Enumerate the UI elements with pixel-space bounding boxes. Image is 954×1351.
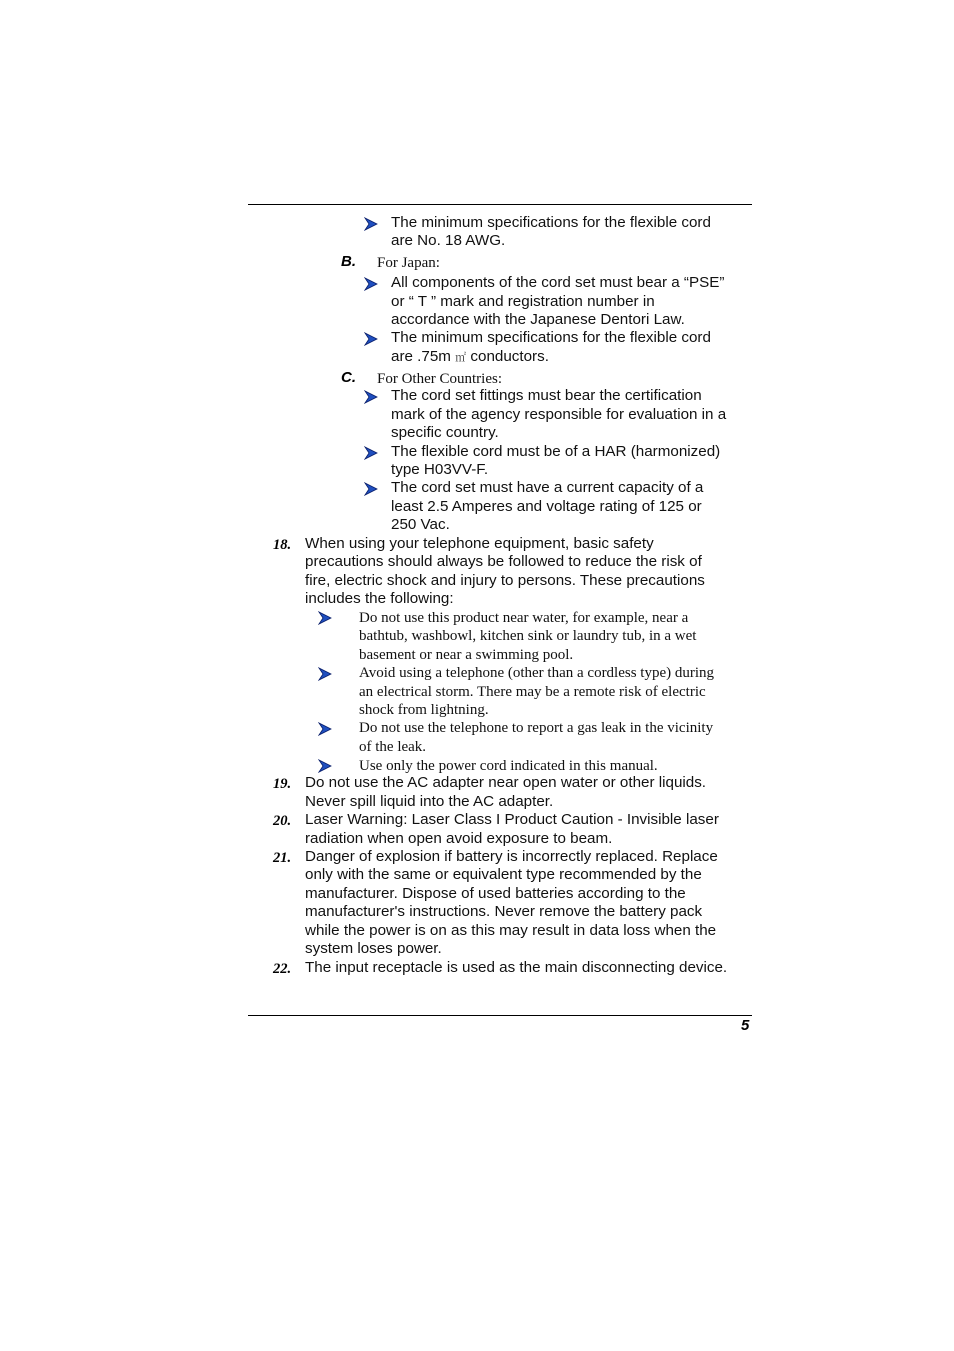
item-text: fire, electric shock and injury to persons. These precautions	[305, 572, 705, 589]
safety-bullet-text: basement or near a swimming pool.	[359, 647, 574, 663]
safety-bullet-text: shock from lightning.	[359, 702, 489, 718]
item-number: 19.	[273, 776, 292, 792]
bullet-text: The minimum specifications for the flexible cord	[391, 214, 711, 231]
bullet-text-part: conductors.	[470, 348, 549, 365]
item-text: manufacturer's instructions. Never remove the battery pack	[305, 903, 703, 920]
safety-bullet-text: bathtub, washbowl, kitchen sink or laundry tub, in a wet	[359, 628, 697, 644]
subsection-letter: B.	[341, 253, 356, 270]
item-text: only with the same or equivalent type recommended by the	[305, 866, 702, 883]
bullet-text: are No. 18 AWG.	[391, 232, 506, 249]
safety-bullet-text: of the leak.	[359, 739, 427, 755]
item-text: Do not use the AC adapter near open water or other liquids.	[305, 774, 707, 791]
square-meter-symbol: ㎡	[455, 351, 467, 364]
bullet-text-line	[391, 348, 549, 367]
item-text: while the power is on as this may result in data loss when the	[305, 922, 717, 939]
safety-bullet-text: an electrical storm. There may be a remote risk of electric	[359, 684, 706, 700]
bullet-text: The cord set must have a current capacity of a	[391, 479, 704, 496]
subsection-title: For Other Countries:	[377, 371, 502, 387]
item-text: When using your telephone equipment, basic safety	[305, 535, 654, 552]
footer-rule	[248, 1015, 752, 1016]
arrow-bullet-icon	[364, 217, 378, 231]
item-number: 20.	[273, 813, 292, 829]
arrow-bullet-icon	[318, 722, 332, 736]
arrow-bullet-icon	[364, 390, 378, 404]
arrow-bullet-icon	[364, 482, 378, 496]
item-text: system loses power.	[305, 940, 442, 957]
bullet-text: All components of the cord set must bear a “PSE”	[391, 274, 725, 291]
bullet-text: specific country.	[391, 424, 499, 441]
bullet-text: least 2.5 Amperes and voltage rating of 125 or	[391, 498, 702, 515]
bullet-text-part: are .75m	[391, 348, 451, 365]
arrow-bullet-icon	[318, 667, 332, 681]
arrow-bullet-icon	[364, 332, 378, 346]
bullet-text: accordance with the Japanese Dentori Law.	[391, 311, 685, 328]
item-text: radiation when open avoid exposure to beam.	[305, 830, 613, 847]
bullet-text: The cord set fittings must bear the certification	[391, 387, 702, 404]
header-rule	[248, 204, 752, 205]
bullet-text: mark of the agency responsible for evaluation in a	[391, 406, 727, 423]
arrow-bullet-icon	[318, 759, 332, 773]
item-number: 22.	[273, 961, 292, 977]
safety-bullet-text: Do not use the telephone to report a gas leak in the vicinity	[359, 720, 714, 736]
item-text: Never spill liquid into the AC adapter.	[305, 793, 554, 810]
item-text: includes the following:	[305, 590, 454, 607]
page-number: 5	[741, 1017, 750, 1034]
item-text: The input receptacle is used as the main disconnecting device.	[305, 959, 728, 976]
item-text: precautions should always be followed to reduce the risk of	[305, 553, 702, 570]
item-number: 21.	[273, 850, 292, 866]
bullet-text: The flexible cord must be of a HAR (harmonized)	[391, 443, 721, 460]
item-text: Laser Warning: Laser Class I Product Caution - Invisible laser	[305, 811, 719, 828]
bullet-text: or “ T ” mark and registration number in	[391, 293, 655, 310]
item-text: manufacturer. Dispose of used batteries according to the	[305, 885, 686, 902]
arrow-bullet-icon	[364, 446, 378, 460]
safety-bullet-text: Do not use this product near water, for example, near a	[359, 610, 689, 626]
bullet-text: 250 Vac.	[391, 516, 450, 533]
subsection-letter: C.	[341, 369, 356, 386]
safety-bullet-text: Use only the power cord indicated in this manual.	[359, 758, 658, 774]
arrow-bullet-icon	[364, 277, 378, 291]
item-text: Danger of explosion if battery is incorrectly replaced. Replace	[305, 848, 718, 865]
bullet-text: The minimum specifications for the flexible cord	[391, 329, 711, 346]
safety-bullet-text: Avoid using a telephone (other than a cordless type) during	[359, 665, 715, 681]
subsection-title: For Japan:	[377, 255, 440, 271]
arrow-bullet-icon	[318, 611, 332, 625]
bullet-text: type H03VV-F.	[391, 461, 489, 478]
item-number: 18.	[273, 537, 292, 553]
